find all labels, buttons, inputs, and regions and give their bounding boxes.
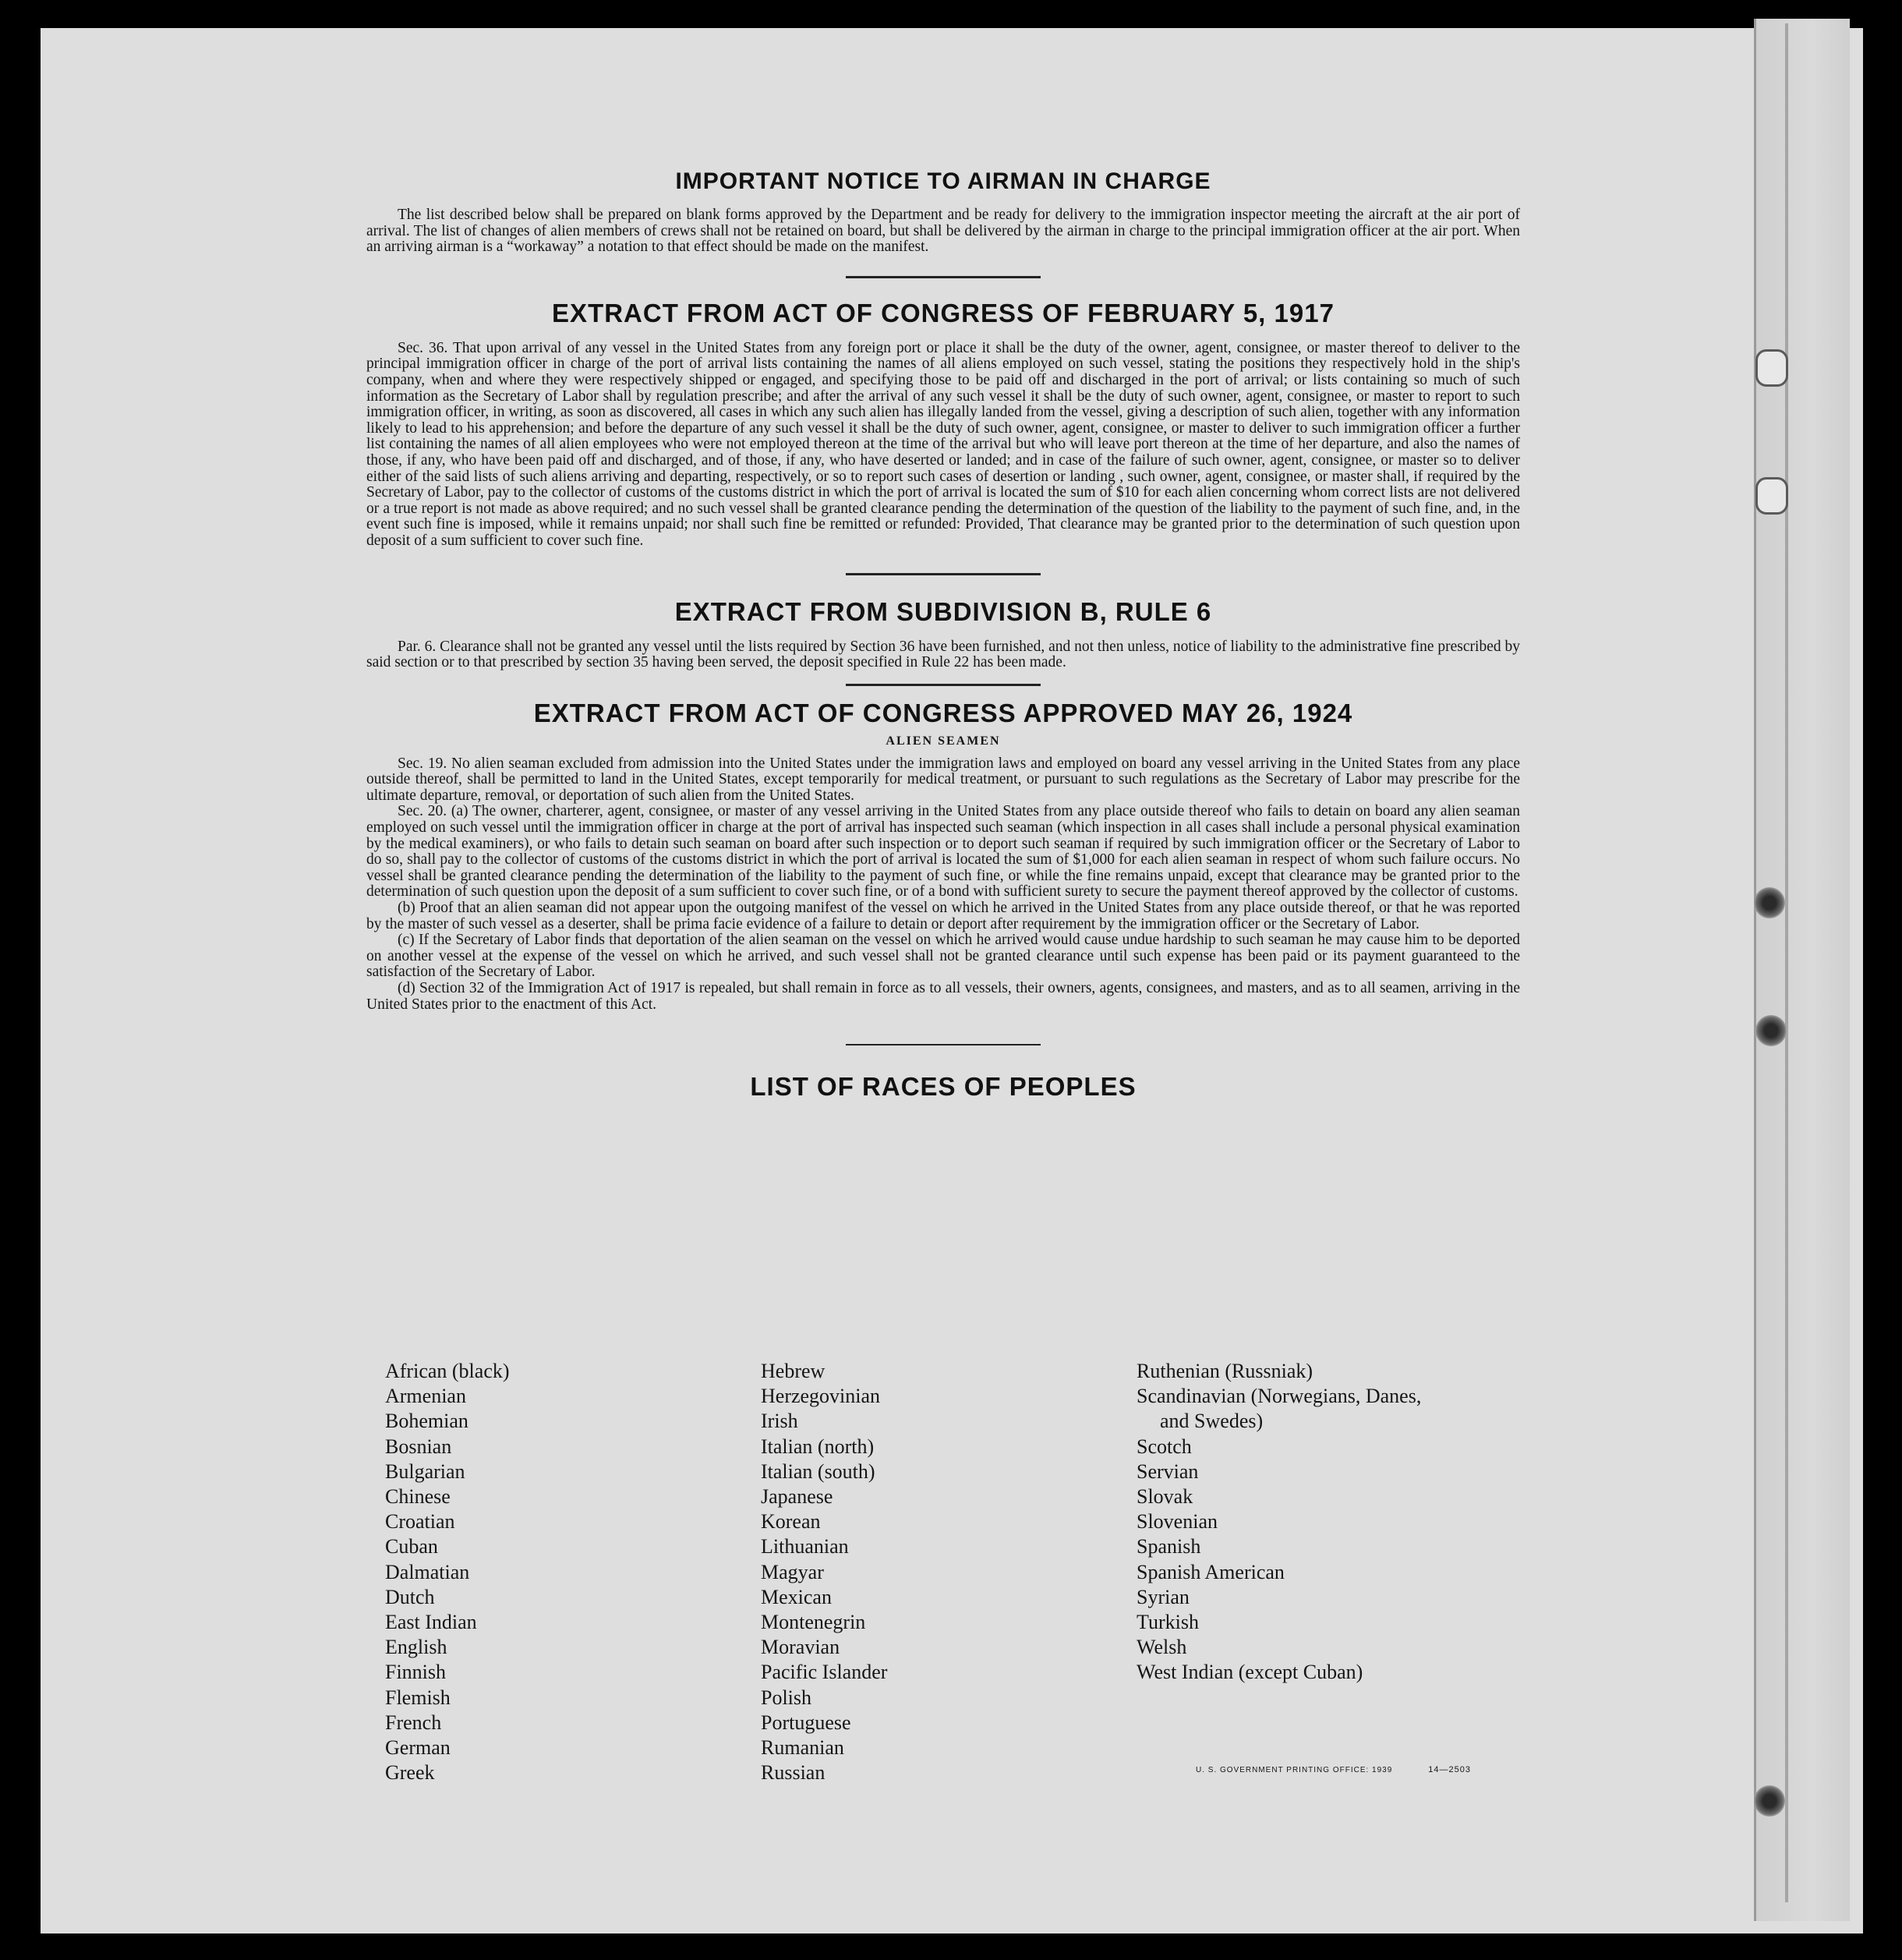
extract-1924-paragraph: (d) Section 32 of the Immigration Act of 1917 is repealed, but shall remain in force as to all vessels, their owners, agents, consignees, and masters, and as to all seamen, arriving in the United States prior to the enactment of this Act. — [366, 980, 1520, 1013]
race-item: Flemish — [385, 1686, 451, 1709]
races-column-3 — [1137, 1359, 1421, 1686]
race-item: Finnish — [385, 1661, 447, 1684]
extract-rule6-body: Par. 6. Clearance shall not be granted any vessel until the lists required by Section 36 have been furnished, and not then unless, notice of liability to the administrative fine prescribed by said section or to that prescribed by section 35 having been served, the deposit specified in Rule 22 has been made. — [366, 638, 1520, 671]
race-item: Herzegovinian — [761, 1385, 881, 1408]
race-item: Bosnian — [385, 1435, 452, 1458]
race-item: Turkish — [1137, 1611, 1199, 1634]
notice-body: The list described below shall be prepared on blank forms approved by the Department and be ready for delivery to the immigration inspector meeting the aircraft at the air port of arrival. The list of changes of alien members of crews shall not be retained on board, but shall be delivered by the airman in charge to the principal immigration officer at the air port. When an arriving airman is a “workaway” a notation to that effect should be made on the manifest. — [366, 207, 1520, 256]
race-item: Italian (south) — [761, 1459, 875, 1483]
extract-1924-title: EXTRACT FROM ACT OF CONGRESS APPROVED MAY 26, 1924 — [533, 698, 1353, 727]
section-divider — [846, 684, 1041, 686]
section-divider — [846, 573, 1041, 575]
race-item: Spanish — [1137, 1535, 1201, 1558]
race-item: Chinese — [385, 1485, 451, 1509]
race-item: Spanish American — [1137, 1560, 1285, 1583]
bleed-through-mark — [263, 114, 271, 150]
races-column-2 — [761, 1359, 887, 1785]
race-item: Portuguese — [761, 1711, 851, 1734]
race-item: Mexican — [761, 1585, 832, 1608]
race-item: Hebrew — [761, 1360, 825, 1382]
race-item: Greek — [385, 1761, 435, 1785]
race-item: East Indian — [385, 1611, 477, 1634]
race-item: Irish — [761, 1410, 798, 1433]
race-item: Ruthenian (Russniak) — [1137, 1360, 1313, 1382]
extract-1924-subtitle: ALIEN SEAMEN — [886, 734, 1001, 748]
race-item: Croatian — [385, 1510, 455, 1534]
race-item: Scotch — [1137, 1435, 1192, 1458]
races-column-1 — [385, 1359, 510, 1785]
race-item: Rumanian — [761, 1736, 844, 1760]
extract-1917-body: Sec. 36. That upon arrival of any vessel in the United States from any foreign port or place it shall be the duty of the owner, agent, consignee, or master thereof to deliver to the principal immigration officer in charge of the port of arrival lists containing the names of all aliens employed on such vessel, stating the positions they respectively hold in the ship's company, when and where they were respectively shipped or engaged, and specifying those to be paid off and discharged in the port of arrival; or lists containing so much of such information as the Secretary of Labor shall by regulation prescribe; and after the arrival of any such vessel it shall be the duty of such owner, agent, consignee, or master to report to such immigration officer, in writing, as soon as discovered, all cases in which any such alien has illegally landed from the vessel, giving a description of such alien, together with any information likely to lead to his apprehension; and before the departure of any such vessel it shall be the duty of such owner, agent, consignee, or master to deliver to such immigration officer a further list containing the names of all alien employees who were not employed thereon at the time of the arrival but who will leave port thereon at the time of her departure, and also the names of those, if any, who have been paid off and discharged, and of those, if any, who have deserted or landed; and in case of the failure of such owner, agent, consignee, or master so to deliver either of the said lists of such aliens arriving and departing, respectively, or so to report such cases of desertion or landing , such owner, agent, consignee, or master shall, if required by the Secretary of Labor, pay to the collector of customs of the customs district in which the port of arrival is located the sum of $10 for each alien concerning whom correct lists are not delivered or a true report is not made as above required; and no such vessel shall be granted clearance pending the determination of the question of the liability to the payment of such fine, and, in the event such fine is imposed, while it remains unpaid; nor shall such fine be remitted or refunded: Provided, That clearance may be granted prior to the determination of such question upon deposit of a sum sufficient to cover such fine. — [366, 339, 1520, 549]
race-item: Moravian — [761, 1636, 840, 1659]
extract-1924-paragraph: Sec. 20. (a) The owner, charterer, agent, consignee, or master of any vessel arriving in the United States from any place outside thereof who fails to detain on board any alien seaman employed on such vessel until the immigration officer in charge at the port of arrival has inspected such seaman (which inspection in all cases shall include a personal physical examination by the medical examiners), or who fails to detain such seaman on board after such inspection or to deport such seaman if required by such immigration officer or the Secretary of Labor to do so, shall pay to the collector of customs of the customs district in which the port of arrival is located the sum of $1,000 for each alien seaman in respect of whom such failure occurs. No vessel shall be granted clearance pending the determination of the liability to the payment of such fine, or while the fine remains unpaid, except that clearance may be granted prior to the determination of such question upon the deposit of a sum sufficient to cover such fine, or of a bond with sufficient surety to secure the payment thereof approved by the collector of customs. — [366, 803, 1520, 900]
races-list — [385, 1359, 1508, 1785]
race-item: Magyar — [761, 1560, 824, 1583]
page-edge-line — [1785, 23, 1788, 1902]
race-item: Montenegrin — [761, 1611, 866, 1634]
races-list-title: LIST OF RACES OF PEOPLES — [750, 1072, 1137, 1102]
binder-punch-icon — [1754, 1785, 1785, 1817]
race-item: African (black) — [385, 1360, 510, 1382]
printer-line: U. S. GOVERNMENT PRINTING OFFICE: 1939 — [1196, 1766, 1393, 1774]
section-divider — [846, 1044, 1041, 1045]
printer-imprint — [1196, 1765, 1471, 1774]
race-item: Italian (north) — [761, 1435, 875, 1458]
race-item: Cuban — [385, 1535, 438, 1558]
extract-rule6-title: EXTRACT FROM SUBDIVISION B, RULE 6 — [674, 596, 1212, 626]
race-item: English — [385, 1636, 447, 1659]
race-item: Bohemian — [385, 1410, 468, 1433]
race-item: Polish — [761, 1686, 812, 1709]
race-item: Scandinavian (Norwegians, Danes, — [1137, 1385, 1422, 1408]
race-item: Korean — [761, 1510, 821, 1534]
race-item: Armenian — [385, 1385, 466, 1408]
section-divider — [846, 276, 1041, 278]
binder-punch-icon — [1755, 1015, 1787, 1046]
race-item: Japanese — [761, 1485, 833, 1509]
race-item: Slovak — [1137, 1485, 1193, 1509]
race-item: Dutch — [385, 1585, 435, 1608]
document-content — [366, 168, 1520, 1102]
binder-hole-icon — [1755, 477, 1788, 515]
race-item: Dalmatian — [385, 1560, 470, 1583]
form-number: 14—2503 — [1428, 1765, 1472, 1774]
extract-1924-paragraph: Sec. 19. No alien seaman excluded from admission into the United States under the immigration laws and employed on board any vessel arriving in the United States from any place outside thereof, shall be permitted to land in the United States, except temporarily for medical treatment, or pursuant to such regulations as the Secretary of Labor may prescribe for the ultimate departure, removal, or deportation of such alien from the United States. — [366, 755, 1520, 804]
race-item: Servian — [1137, 1459, 1199, 1483]
race-item: Lithuanian — [761, 1535, 849, 1558]
race-item: West Indian (except Cuban) — [1137, 1661, 1363, 1684]
race-item: Russian — [761, 1761, 825, 1785]
race-item: Bulgarian — [385, 1459, 465, 1483]
race-item: Slovenian — [1137, 1510, 1218, 1534]
race-item: and Swedes) — [1160, 1410, 1264, 1433]
race-item: Syrian — [1137, 1585, 1190, 1608]
race-item: French — [385, 1711, 442, 1734]
extract-1924-paragraph: (b) Proof that an alien seaman did not appear upon the outgoing manifest of the vessel on which he arrived in the United States from any place outside thereof, or that he was reported by the master of such vessel as a deserter, shall be prima facie evidence of a failure to detain or deport after requirement by the immigration officer or the Secretary of Labor. — [366, 900, 1520, 932]
binder-punch-icon — [1754, 887, 1785, 918]
race-item: Welsh — [1137, 1636, 1187, 1659]
binder-hole-icon — [1755, 349, 1788, 387]
notice-title: IMPORTANT NOTICE TO AIRMAN IN CHARGE — [675, 168, 1211, 194]
extract-1924-paragraph: (c) If the Secretary of Labor finds that deportation of the alien seaman on the vessel on which he arrived would cause undue hardship to such seaman he may cause him to be deported on another vessel at the expense of the vessel on which he arrived, and such vessel shall not be granted clearance until such expense has been paid or its payment guaranteed to the satisfaction of the Secretary of Labor. — [366, 932, 1520, 981]
race-item: German — [385, 1736, 451, 1760]
page-edge — [1754, 19, 1850, 1921]
extract-1917-title: EXTRACT FROM ACT OF CONGRESS OF FEBRUARY 5, 1917 — [552, 298, 1335, 327]
race-item: Pacific Islander — [761, 1661, 888, 1684]
